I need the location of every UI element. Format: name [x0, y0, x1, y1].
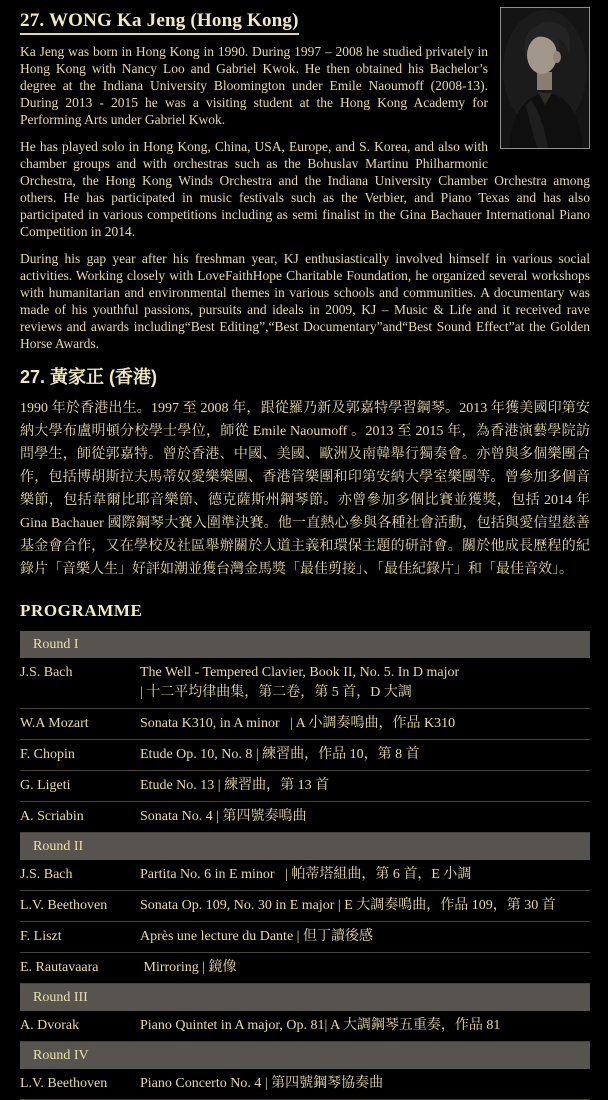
piece-title: Sonata Op. 109, No. 30 in E major | E 大調奏鳴曲，作品 109，第 30 首 [140, 898, 556, 913]
piece-title: Etude No. 13 | 練習曲，第 13 首 [140, 778, 330, 793]
composer-name: A. Dvorak [20, 1018, 80, 1033]
round-header: Round III [20, 984, 590, 1011]
composer-name: A. Scriabin [20, 809, 84, 824]
piece-title: Mirroring | 鏡像 [140, 960, 237, 975]
bio-paragraph-1: Ka Jeng was born in Hong Kong in 1990. During 1997 – 2008 he studied privately in Hong Kong with Nancy Loo and Gabriel Kwok. He then obtained his Bachelor’s degree at the Indiana University Bloomington under Emile Naoumoff (2008-13). During 2013 - 2015 he was a visiting student at the Hong Kong Academy for Performing Arts under Gabriel Kwok. [20, 44, 488, 127]
programme-row [20, 922, 590, 953]
portrait-illustration [501, 8, 589, 148]
round-header: Round IV [20, 1042, 590, 1069]
bio-paragraph-chinese: 1990 年於香港出生。1997 至 2008 年，跟從羅乃新及郭嘉特學習鋼琴。2013 年獲美國印第安納大學布盧明頓分校學士學位，師從 Emile Naoumoff 。2013 至 2015 年，為香港演藝學院訪問學生，師從郭嘉特。曾於香港、中國、美國、歐洲及南韓舉行獨奏會。亦曾與多個樂團合作，包括博胡斯拉夫馬蒂奴愛樂樂團、香港管樂團和印第安納大學室樂團等。曾參加多個音樂節，包括韋爾比耶音樂節、德克薩斯州鋼琴節。亦曾參加多個比賽並獲獎，包括 2014 年 Gina Bachauer 國際鋼琴大賽入圍準決賽。他一直熱心參與各種社會活動，包括與愛信望慈善基金會合作，又在學校及社區舉辦關於人道主義和環保主題的研討會。關於他成長歷程的紀錄片「音樂人生」好評如潮並獲台灣金馬獎「最佳剪接」、「最佳紀錄片」和「最佳音效」。 [20, 401, 590, 577]
round-header: Round I [20, 631, 590, 658]
programme-row [20, 709, 590, 740]
programme-row [20, 953, 590, 984]
piece-title: Etude Op. 10, No. 8 | 練習曲，作品 10，第 8 首 [140, 747, 420, 762]
composer-name: G. Ligeti [20, 778, 71, 793]
programme-table [20, 631, 590, 1100]
composer-name: L.V. Beethoven [20, 1076, 108, 1091]
programme-row [20, 1011, 590, 1042]
programme-row [20, 1069, 590, 1100]
programme-row [20, 740, 590, 771]
bio-paragraph-2: He has played solo in Hong Kong, China, USA, Europe, and S. Korea, and also with chamber groups and with orchestras such as the Bohuslav Martinu Philharmonic Orchestra, the Hong Kong Winds Orchestra and the Indiana University Chamber Orchestra among others. He has participated in music festivals such as the Verbier, and Piano Texas and has also participated in various competitions including as semi finalist in the Gina Bachauer International Piano Competition in 2014. [20, 139, 590, 239]
piece-title: Sonata No. 4 | 第四號奏鳴曲 [140, 809, 307, 824]
programme-row [20, 771, 590, 802]
composer-name: F. Liszt [20, 929, 62, 944]
piece-title: Sonata K310, in A minor | A 小調奏鳴曲，作品 K310 [140, 716, 456, 731]
artist-photo [500, 7, 590, 149]
composer-name: F. Chopin [20, 747, 75, 762]
piece-title: The Well - Tempered Clavier, Book II, No. 5. In D major | 十二平均律曲集，第二卷，第 5 首，D 大調 [140, 665, 460, 700]
page-title: 27. WONG Ka Jeng (Hong Kong) [20, 10, 299, 35]
composer-name: W.A Mozart [20, 716, 89, 731]
bio-paragraph-3: During his gap year after his freshman year, KJ enthusiastically involved himself in various social activities. Working closely with LoveFaithHope Charitable Foundation, he organized several workshops with humanitarian and environmental themes in various schools and communities. A documentary was made of his youthful passions, pursuits and ideals in 2009, KJ – Music & Life and it received rave reviews and awards including“Best Editing”,“Best Documentary”and“Best Sound Effect”at the Golden Horse Awards. [20, 251, 590, 351]
page-title-chinese: 27. 黃家正 (香港) [20, 367, 158, 387]
composer-name: J.S. Bach [20, 867, 73, 882]
composer-name: L.V. Beethoven [20, 898, 108, 913]
composer-name: E. Rautavaara [20, 960, 99, 975]
programme-row [20, 891, 590, 922]
piece-title: Piano Quintet in A major, Op. 81| A 大調鋼琴五重奏，作品 81 [140, 1018, 501, 1033]
round-header: Round II [20, 833, 590, 860]
programme-row [20, 658, 590, 709]
composer-name: J.S. Bach [20, 665, 73, 680]
piece-title: Après une lecture du Dante | 但丁讀後感 [140, 929, 373, 944]
piece-title: Partita No. 6 in E minor | 帕蒂塔組曲，第 6 首，E 小調 [140, 867, 472, 882]
programme-heading: PROGRAMME [20, 601, 143, 620]
programme-row [20, 860, 590, 891]
piece-title: Piano Concerto No. 4 | 第四號鋼琴協奏曲 [140, 1076, 384, 1091]
programme-row [20, 802, 590, 833]
